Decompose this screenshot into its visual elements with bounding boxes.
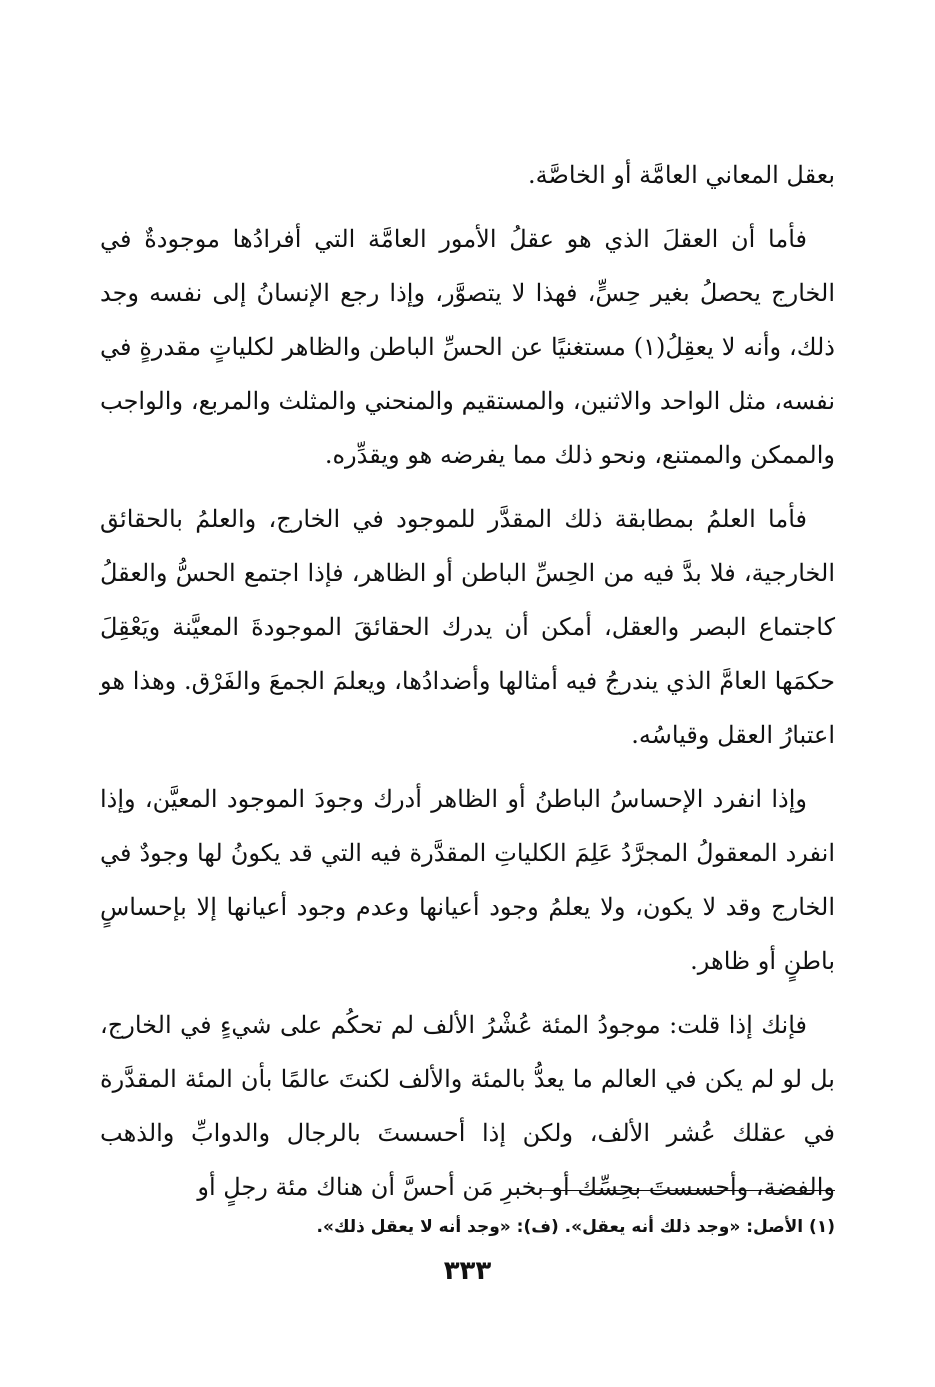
- paragraph-hundred-thousand: فإنك إذا قلت: موجودُ المئة عُشْرُ الألف لم تحكُم على شيءٍ في الخارج، بل لو لم يكن في العالم ما يعدُّ بالمئة والألف لكنتَ عالمًا بأن المئة المقدَّرة في عقلك عُشر الألف، ولكن إذا أحسستَ بالرجال والدوابِّ والذهب والفضة، وأحسستَ بحِسِّك أو بخبرِ مَن أحسَّ أن هناك مئة رجلٍ أو: [100, 1011, 835, 1201]
- paragraph-general-intellect: فأما أن العقلَ الذي هو عقلُ الأمور العامَّة التي أفرادُها موجودةٌ في الخارج يحصلُ بغير حِسٍّ، فهذا لا يتصوَّر، وإذا رجع الإنسانُ إلى نفسه وجد ذلك، وأنه لا يعقِلُ(١) مستغنيًا عن الحسِّ الباطن والظاهر لكلياتٍ مقدرةٍ في نفسه، مثل الواحد والاثنين، والمستقيم والمنحني والمثلث والمربع، والواجب والممكن والممتنع، ونحو ذلك مما يفرضه هو ويقدِّره.: [100, 225, 835, 469]
- page-number: ٣٣٣: [443, 1256, 492, 1286]
- paragraph-continuation: بعقل المعاني العامَّة أو الخاصَّة.: [527, 161, 835, 189]
- footnote: (١) الأصل: «وجد ذلك أنه يعقل». (ف): «وجد أنه لا يعقل ذلك».: [316, 1217, 835, 1237]
- page-body: [100, 148, 835, 1224]
- paragraph-knowledge-correspondence: فأما العلمُ بمطابقة ذلك المقدَّر للموجود في الخارج، والعلمُ بالحقائق الخارجية، فلا بدَّ فيه من الحِسِّ الباطن أو الظاهر، فإذا اجتمع الحسُّ والعقلُ كاجتماع البصر والعقل، أمكن أن يدرك الحقائقَ الموجودةَ المعيَّنة ويَعْقِلَ حكمَها العامَّ الذي يندرجُ فيه أمثالها وأضدادُها، ويعلمَ الجمعَ والفَرْق. وهذا هو اعتبارُ العقل وقياسُه.: [100, 505, 835, 749]
- footnote-divider: [540, 1190, 835, 1191]
- paragraph-sense-alone: وإذا انفرد الإحساسُ الباطنُ أو الظاهر أدرك وجودَ الموجود المعيَّن، وإذا انفرد المعقولُ المجرَّدُ عَلِمَ الكلياتِ المقدَّرة فيه التي قد يكونُ لها وجودٌ في الخارج وقد لا يكون، ولا يعلمُ وجود أعيانها وعدم وجود أعيانها إلا بإحساسٍ باطنٍ أو ظاهر.: [100, 785, 835, 975]
